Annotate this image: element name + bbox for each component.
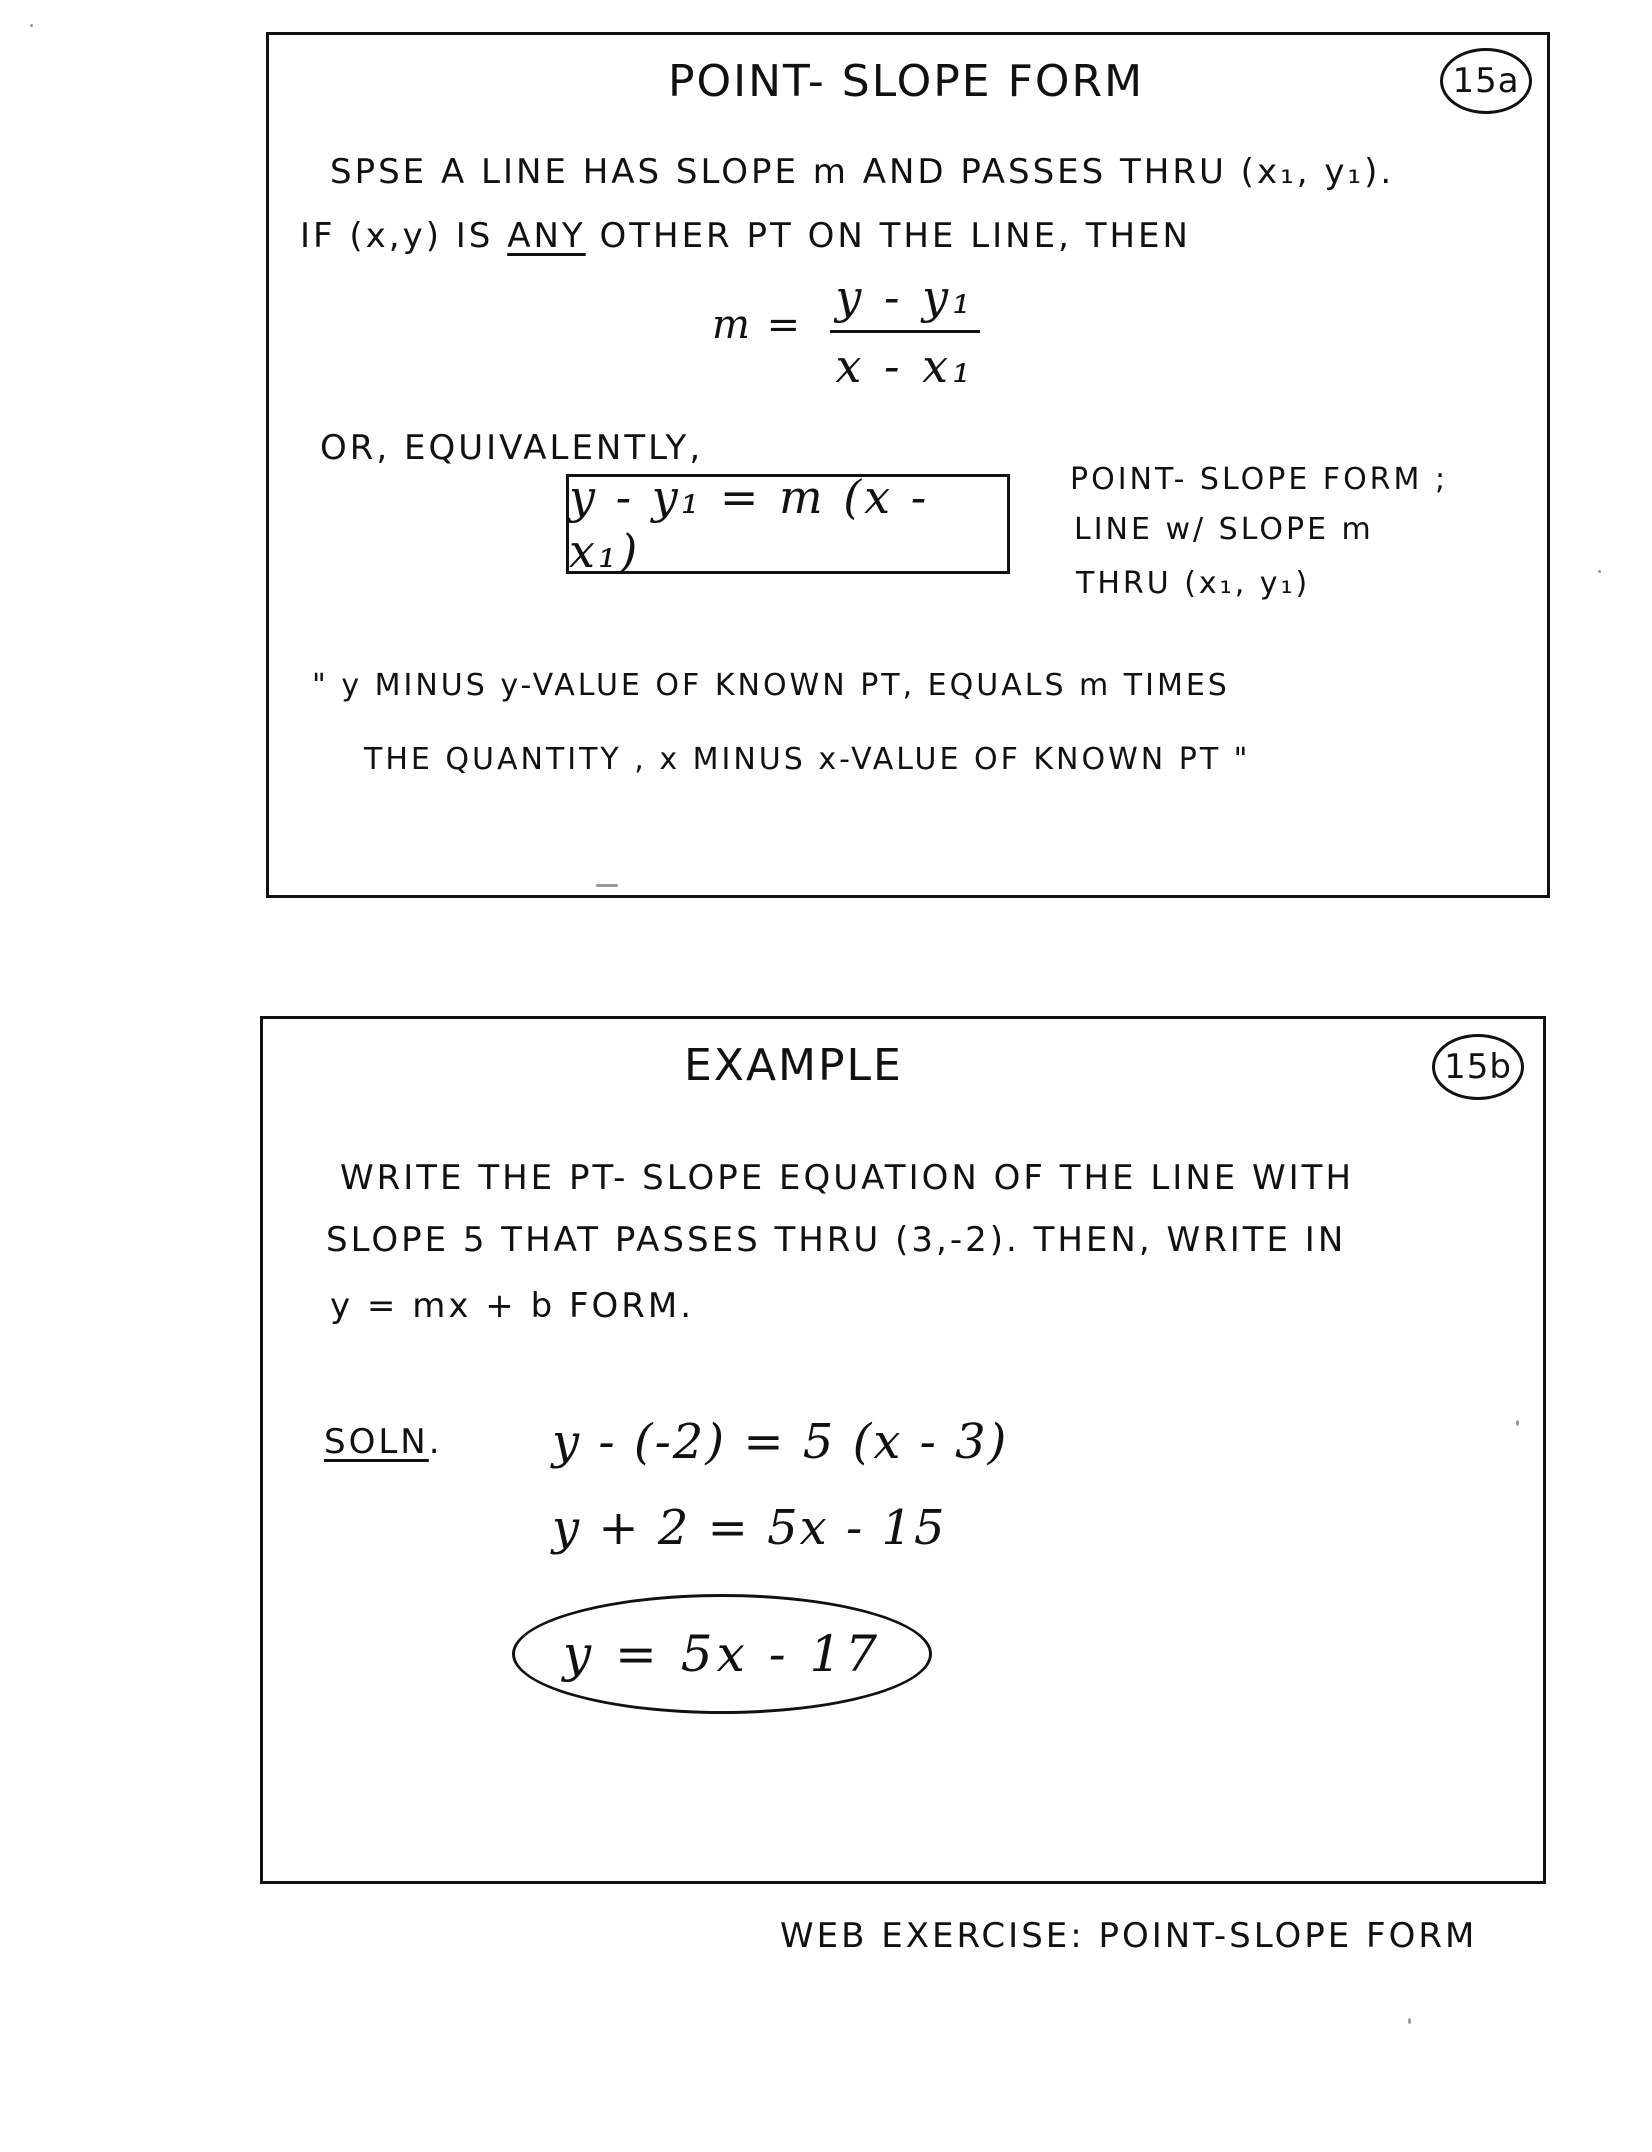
- scan-speck: [596, 884, 618, 887]
- card-a-line2-any: ANY: [507, 216, 586, 256]
- card-b-prompt-line2: SLOPE 5 THAT PASSES THRU (3,-2). THEN, WRITE IN: [326, 1220, 1347, 1260]
- card-a-line2-suffix: OTHER PT ON THE LINE, THEN: [585, 216, 1191, 256]
- card-a-line2-prefix: IF (x,y) IS: [300, 216, 508, 256]
- footer-web-exercise: WEB EXERCISE: POINT-SLOPE FORM: [780, 1916, 1478, 1956]
- fraction-numerator: y - y₁: [835, 270, 975, 324]
- card-b-title: EXAMPLE: [684, 1040, 903, 1091]
- solution-step-1: y - (-2) = 5 (x - 3): [552, 1414, 1009, 1470]
- card-b-badge: 15b: [1432, 1034, 1524, 1100]
- card-b-prompt-line1: WRITE THE PT- SLOPE EQUATION OF THE LINE WITH: [340, 1158, 1355, 1198]
- slope-fraction: [830, 270, 980, 393]
- soln-label-group: [324, 1422, 443, 1462]
- card-a-equivalently: OR, EQUIVALENTLY,: [320, 428, 704, 468]
- scan-speck: [1516, 1420, 1519, 1426]
- soln-dot: .: [428, 1422, 443, 1462]
- fraction-denominator: x - x₁: [835, 339, 975, 393]
- card-a-note-line2: LINE w/ SLOPE m: [1074, 512, 1374, 547]
- solution-answer-circled: y = 5x - 17: [512, 1594, 932, 1714]
- solution-step-2: y + 2 = 5x - 15: [552, 1500, 947, 1556]
- scan-speck: [30, 24, 33, 27]
- card-a-title: POINT- SLOPE FORM: [668, 56, 1145, 107]
- card-a-badge: 15a: [1440, 48, 1532, 114]
- card-a-quote-line2: THE QUANTITY , x MINUS x-VALUE OF KNOWN PT ": [364, 742, 1251, 777]
- fraction-bar: [830, 330, 980, 333]
- card-b-prompt-line3: y = mx + b FORM.: [330, 1286, 695, 1326]
- card-a-line2: [300, 216, 1191, 256]
- point-slope-boxed-equation: y - y₁ = m (x - x₁): [566, 474, 1010, 574]
- scan-speck: [1598, 570, 1601, 573]
- card-a-quote-line1: " y MINUS y-VALUE OF KNOWN PT, EQUALS m TIMES: [312, 668, 1230, 703]
- card-a-note-line3: THRU (x₁, y₁): [1076, 566, 1311, 601]
- soln-label: SOLN: [324, 1422, 429, 1462]
- slope-m-equals: m =: [712, 302, 803, 348]
- scan-speck: [1408, 2018, 1411, 2024]
- card-a-note-line1: POINT- SLOPE FORM ;: [1070, 462, 1449, 497]
- card-a-line1: SPSE A LINE HAS SLOPE m AND PASSES THRU (x₁, y₁).: [330, 152, 1395, 192]
